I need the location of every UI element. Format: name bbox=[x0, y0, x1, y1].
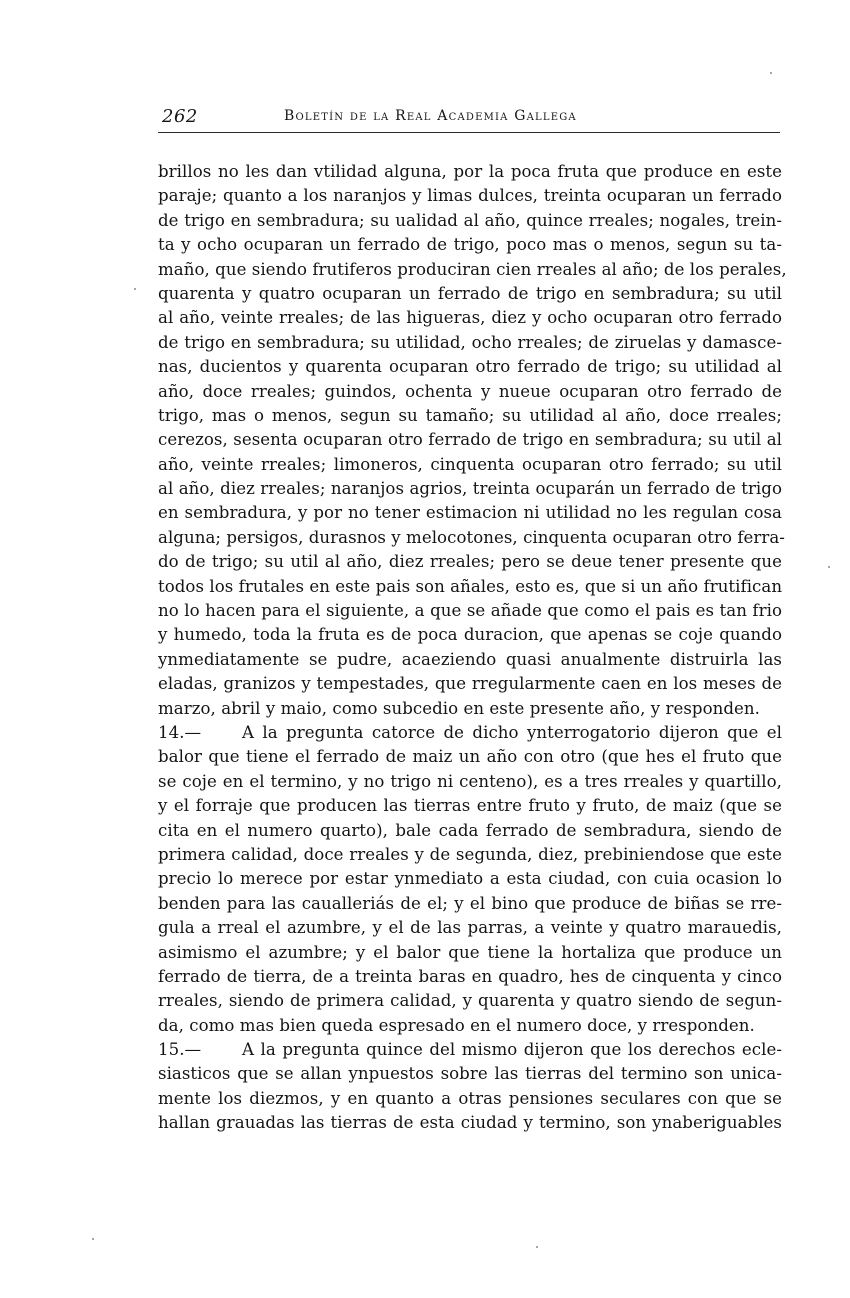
text-line: brillos no les dan vtilidad alguna, por la poca fruta que produce en este bbox=[158, 162, 782, 181]
text-line: siasticos que se allan ynpuestos sobre las tierras del termino son unica- bbox=[158, 1064, 782, 1084]
text-line: rreales, siendo de primera calidad, y quarenta y quatro siendo de segun- bbox=[158, 991, 782, 1011]
text-line: al año, diez rreales; naranjos agrios, treinta ocuparán un ferrado de trigo bbox=[158, 479, 782, 499]
text-line: trigo, mas o menos, segun su tamaño; su utilidad al año, doce rreales; bbox=[158, 405, 782, 425]
text-line: en sembradura, y por no tener estimacion ni utilidad no les regulan cosa bbox=[158, 503, 782, 523]
text-line: marzo, abril y maio, como subcedio en este presente año, y responden. bbox=[158, 698, 760, 718]
text-line: de trigo en sembradura; su utilidad, ocho rreales; de ziruelas y damasce- bbox=[158, 332, 782, 352]
text-line: ferrado de tierra, de a treinta baras en quadro, hes de cinquenta y cinco bbox=[158, 966, 782, 986]
text-line: y humedo, toda la fruta es de poca duracion, que apenas se coje quando bbox=[158, 625, 782, 645]
paragraph-15-first-line bbox=[158, 1038, 782, 1062]
text-line: do de trigo; su util al año, diez rreales; pero se deue tener presente que bbox=[158, 552, 782, 572]
page-header bbox=[158, 104, 780, 133]
text-line: benden para las caualleriás de el; y el bino que produce de biñas se rre- bbox=[158, 893, 782, 913]
text-line: cerezos, sesenta ocuparan otro ferrado de trigo en sembradura; su util al bbox=[158, 430, 782, 450]
text-line: maño, que siendo frutiferos produciran cien rreales al año; de los perales, bbox=[158, 259, 787, 279]
text-line: al año, veinte rreales; de las higueras, diez y ocho ocuparan otro ferrado bbox=[158, 308, 782, 328]
body-text bbox=[158, 160, 787, 1136]
text-line: año, doce rreales; guindos, ochenta y nueue ocuparan otro ferrado de bbox=[158, 381, 782, 401]
text-line: da, como mas bien queda espresado en el numero doce, y rresponden. bbox=[158, 1015, 755, 1035]
text-line: balor que tiene el ferrado de maiz un año con otro (que hes el fruto que bbox=[158, 747, 782, 767]
text-line: cita en el numero quarto), bale cada ferrado de sembradura, siendo de bbox=[158, 820, 782, 840]
paragraph-14-first-line bbox=[158, 721, 782, 745]
text-line: ta y ocho ocuparan un ferrado de trigo, poco mas o menos, segun su ta- bbox=[158, 235, 782, 255]
text-line: todos los frutales en este pais son añales, esto es, que si un año frutifican bbox=[158, 576, 783, 596]
page-number: 262 bbox=[162, 106, 198, 127]
text-line: paraje; quanto a los naranjos y limas dulces, treinta ocuparan un ferrado bbox=[158, 186, 782, 206]
text-line: A la pregunta catorce de dicho ynterrogatorio dijeron que el bbox=[242, 722, 782, 742]
text-line: se coje en el termino, y no trigo ni centeno), es a tres rreales y quartillo, bbox=[158, 771, 782, 791]
text-line: quarenta y quatro ocuparan un ferrado de trigo en sembradura; su util bbox=[158, 283, 782, 303]
text-line: eladas, granizos y tempestades, que rregularmente caen en los meses de bbox=[158, 674, 782, 694]
text-line: hallan grauadas las tierras de esta ciudad y termino, son ynaberiguables bbox=[158, 1113, 782, 1133]
text-line: gula a rreal el azumbre, y el de las parras, a veinte y quatro marauedis, bbox=[158, 918, 782, 938]
scan-speck bbox=[828, 566, 830, 568]
scan-speck bbox=[770, 72, 772, 74]
text-line: y el forraje que producen las tierras entre fruto y fruto, de maiz (que se bbox=[158, 796, 782, 816]
scan-speck bbox=[134, 288, 136, 290]
text-line: nas, ducientos y quarenta ocuparan otro ferrado de trigo; su utilidad al bbox=[158, 357, 782, 377]
text-line: ynmediatamente se pudre, acaeziendo quasi anualmente distruirla las bbox=[158, 649, 782, 669]
text-line: alguna; persigos, durasnos y melocotones, cinquenta ocuparan otro ferra- bbox=[158, 527, 785, 547]
text-line: año, veinte rreales; limoneros, cinquenta ocuparan otro ferrado; su util bbox=[158, 454, 782, 474]
text-line: de trigo en sembradura; su ualidad al año, quince rreales; nogales, trein- bbox=[158, 210, 782, 230]
text-line: primera calidad, doce rreales y de segunda, diez, prebiniendose que este bbox=[158, 844, 782, 864]
scan-speck bbox=[536, 1246, 538, 1248]
text-line: precio lo merece por estar ynmediato a esta ciudad, con cuia ocasion lo bbox=[158, 869, 782, 889]
scan-speck bbox=[92, 1238, 94, 1240]
text-line: mente los diezmos, y en quanto a otras pensiones seculares con que se bbox=[158, 1088, 782, 1108]
text-line: asimismo el azumbre; y el balor que tiene la hortaliza que produce un bbox=[158, 942, 782, 962]
paragraph-number: 14.— bbox=[158, 722, 202, 742]
paragraph-number: 15.— bbox=[158, 1040, 202, 1060]
running-head: Boletín de la Real Academia Gallega bbox=[284, 108, 577, 124]
text-line: A la pregunta quince del mismo dijeron que los derechos ecle- bbox=[242, 1040, 782, 1060]
text-line: no lo hacen para el siguiente, a que se añade que como el pais es tan frio bbox=[158, 601, 782, 621]
